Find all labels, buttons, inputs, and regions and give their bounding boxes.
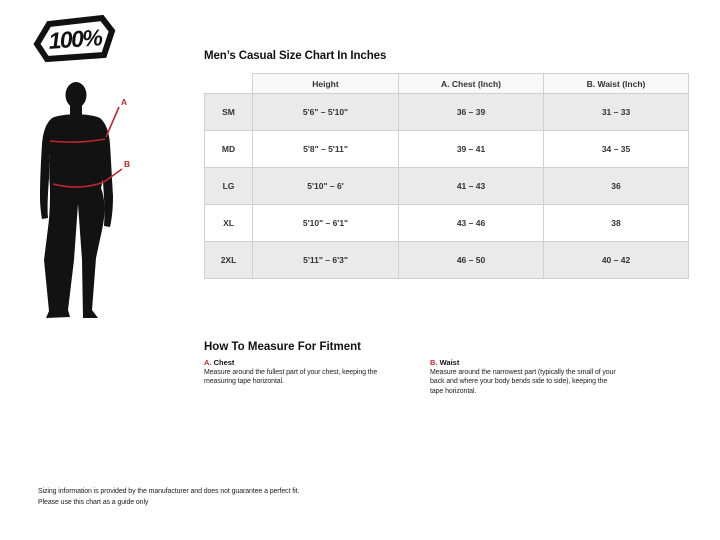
page-title: Men’s Casual Size Chart In Inches bbox=[204, 50, 387, 62]
corner-cell bbox=[205, 74, 253, 94]
waist-cell: 40 – 42 bbox=[544, 242, 689, 279]
table-row-lg bbox=[205, 168, 689, 205]
height-cell: 5'10" – 6' bbox=[253, 168, 399, 205]
header-row bbox=[205, 74, 689, 94]
chest-cell: 46 – 50 bbox=[399, 242, 544, 279]
table-row-md bbox=[205, 131, 689, 168]
size-cell: LG bbox=[205, 168, 253, 205]
chest-cell: 36 – 39 bbox=[399, 94, 544, 131]
disclaimer-line-1: Sizing information is provided by the manufacturer and does not guarantee a perfect fit. bbox=[38, 488, 300, 495]
size-cell: 2XL bbox=[205, 242, 253, 279]
height-cell: 5'6" – 5'10" bbox=[253, 94, 399, 131]
waist-cell: 34 – 35 bbox=[544, 131, 689, 168]
chest-cell: 39 – 41 bbox=[399, 131, 544, 168]
measure-description-chest: Measure around the fullest part of your chest, keeping the measuring tape horizontal. bbox=[204, 369, 378, 386]
measure-label-text: Chest bbox=[213, 358, 235, 367]
size-cell: XL bbox=[205, 205, 253, 242]
measure-marker-b: B. bbox=[430, 358, 438, 367]
chest-leader-line bbox=[106, 107, 119, 137]
height-cell: 5'11" – 6'3" bbox=[253, 242, 399, 279]
logo-text: 100% bbox=[47, 24, 103, 54]
chest-header: A. Chest (Inch) bbox=[399, 74, 544, 94]
waist-cell: 31 – 33 bbox=[544, 94, 689, 131]
chest-cell: 41 – 43 bbox=[399, 168, 544, 205]
disclaimer-line-2: Please use this chart as a guide only bbox=[38, 498, 149, 506]
measure-item-waist bbox=[430, 358, 618, 396]
male-silhouette bbox=[40, 82, 113, 318]
measure-section-heading: How To Measure For Fitment bbox=[204, 341, 361, 353]
measure-label-text: Waist bbox=[439, 358, 460, 367]
height-cell: 5'10" – 6'1" bbox=[253, 205, 399, 242]
height-cell: 5'8" – 5'11" bbox=[253, 131, 399, 168]
measure-description-waist: Measure around the narrowest part (typically the small of your back and where your body bends side to side), keeping the tape horizontal. bbox=[430, 369, 616, 395]
figure-label-b: B bbox=[124, 159, 131, 169]
table-row-sm bbox=[205, 94, 689, 131]
body-measurement-figure bbox=[30, 80, 140, 330]
chest-cell: 43 – 46 bbox=[399, 205, 544, 242]
height-header: Height bbox=[253, 74, 399, 94]
figure-label-a: A bbox=[121, 97, 128, 107]
size-cell: SM bbox=[205, 94, 253, 131]
measure-label-chest bbox=[204, 358, 392, 367]
table-row-2xl bbox=[205, 242, 689, 279]
size-chart-table bbox=[204, 73, 689, 279]
waist-cell: 36 bbox=[544, 168, 689, 205]
sizing-disclaimer bbox=[38, 487, 299, 508]
waist-cell: 38 bbox=[544, 205, 689, 242]
measure-label-waist bbox=[430, 358, 618, 367]
brand-logo-icon bbox=[32, 14, 118, 66]
measure-item-chest bbox=[204, 358, 392, 387]
measure-marker-a: A. bbox=[204, 358, 212, 367]
waist-header: B. Waist (Inch) bbox=[544, 74, 689, 94]
size-cell: MD bbox=[205, 131, 253, 168]
table-row-xl bbox=[205, 205, 689, 242]
